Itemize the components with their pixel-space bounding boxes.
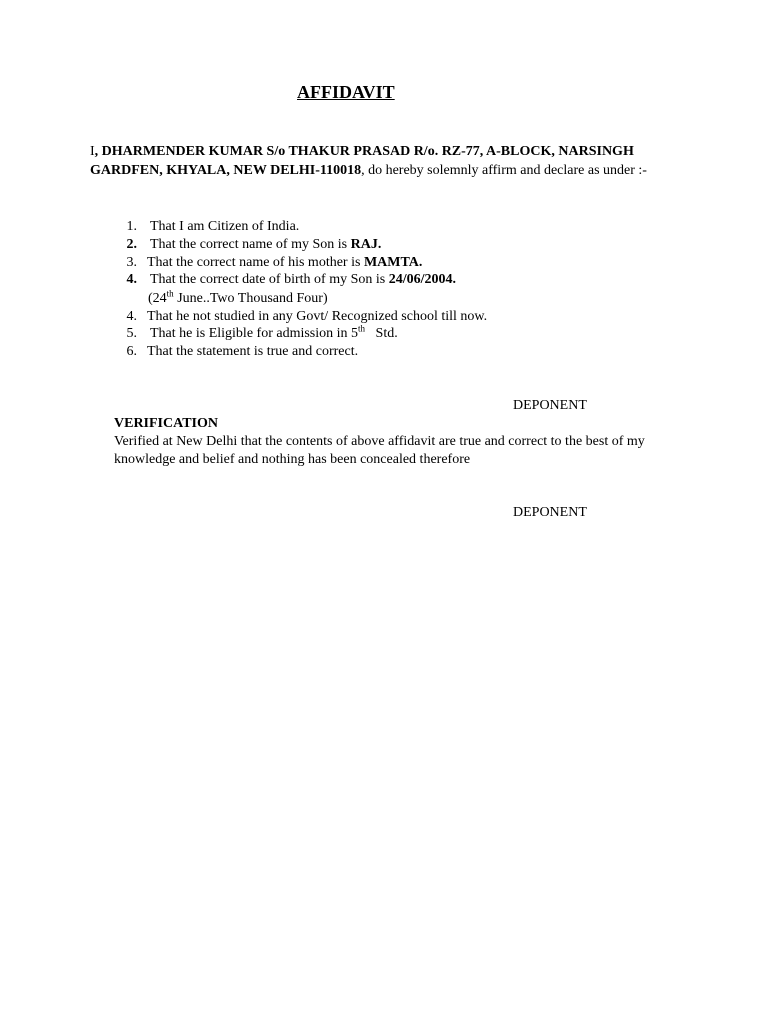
mother-name: MAMTA. bbox=[363, 255, 423, 270]
list-number: 3. bbox=[126, 255, 137, 270]
list-item bbox=[0, 309, 700, 327]
list-number: 6. bbox=[126, 344, 137, 359]
list-item bbox=[0, 255, 700, 273]
list-text bbox=[150, 272, 456, 288]
list-item bbox=[0, 344, 700, 362]
list-text bbox=[147, 255, 422, 271]
list-text: That I am Citizen of India. bbox=[150, 219, 300, 234]
list-text: That he is Eligible for admission in 5th Std. bbox=[150, 323, 398, 341]
list-number: 1. bbox=[126, 219, 137, 234]
document-title: AFFIDAVIT bbox=[297, 82, 395, 102]
deponent-label: DEPONENT bbox=[513, 398, 587, 413]
intro-prefix: I bbox=[90, 144, 95, 159]
list-text-plain: That the correct name of his mother is bbox=[147, 255, 364, 270]
list-text-plain: That the correct name of my Son is bbox=[150, 237, 351, 252]
list-number: 4. bbox=[126, 272, 137, 287]
list-number: 5. bbox=[126, 326, 137, 341]
list-item bbox=[0, 237, 700, 255]
list-item bbox=[0, 272, 700, 290]
list-text: That he not studied in any Govt/ Recognized school till now. bbox=[147, 309, 488, 324]
deponent-label: DEPONENT bbox=[513, 505, 587, 520]
verification-text: Verified at New Delhi that the contents of above affidavit are true and correct to the best of my knowledge and belief and nothing has been concealed therefore bbox=[114, 434, 645, 467]
date-in-words: (24th June..Two Thousand Four) bbox=[148, 288, 328, 306]
list-number: 2. bbox=[126, 237, 137, 252]
list-number: 4. bbox=[126, 309, 137, 324]
son-name: RAJ. bbox=[350, 237, 382, 252]
list-text: That the statement is true and correct. bbox=[147, 344, 359, 359]
intro-paragraph bbox=[90, 142, 690, 180]
list-item-continuation bbox=[0, 288, 700, 309]
list-text bbox=[150, 237, 381, 253]
intro-suffix: , do hereby solemnly affirm and declare as under :- bbox=[361, 163, 647, 178]
list-item bbox=[0, 219, 700, 237]
date-of-birth: 24/06/2004. bbox=[388, 272, 456, 287]
verification-heading: VERIFICATION bbox=[114, 416, 218, 431]
list-item bbox=[0, 323, 700, 344]
deponent-identity: , DHARMENDER KUMAR S/o THAKUR PRASAD R/o. RZ-77, A-BLOCK, NARSINGH GARDFEN, KHYALA, NEW DELHI-110018 bbox=[90, 144, 634, 178]
list-text-plain: That the correct date of birth of my Son is bbox=[150, 272, 389, 287]
